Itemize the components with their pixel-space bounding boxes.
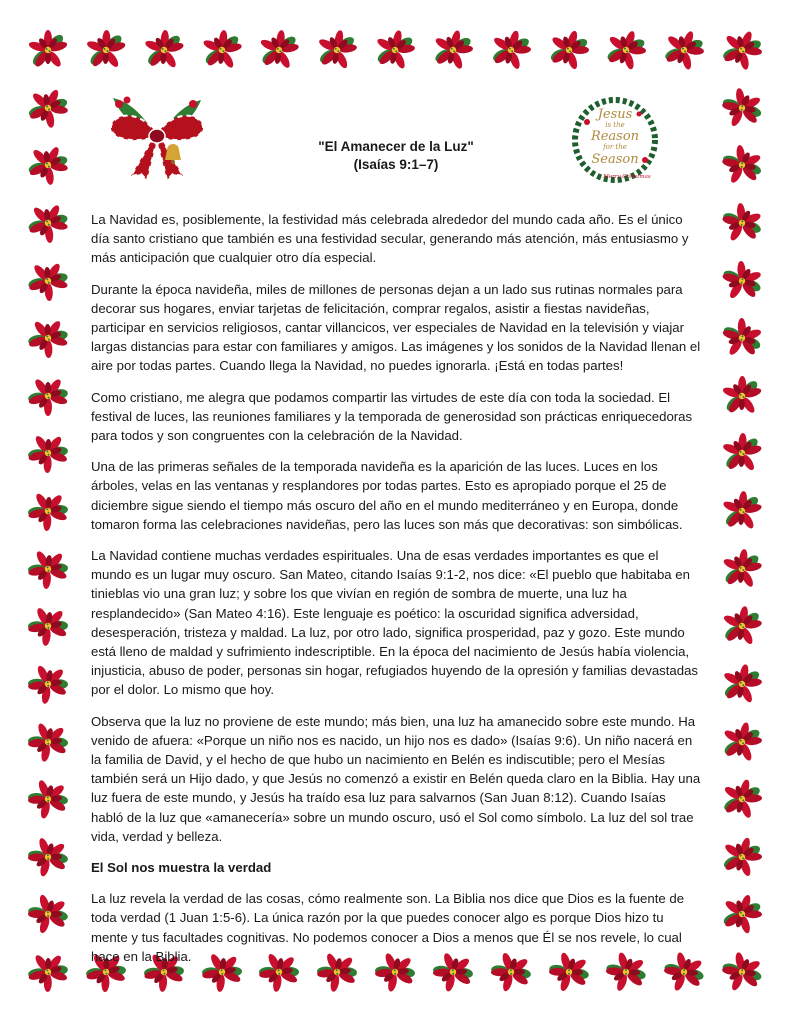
poinsettia-icon (718, 775, 767, 824)
poinsettia-icon (142, 29, 185, 72)
poinsettia-icon (719, 603, 765, 649)
poinsettia-icon (314, 27, 360, 73)
poinsettia-icon (85, 29, 126, 70)
poinsettia-icon (20, 598, 77, 655)
poinsettia-icon (717, 832, 767, 882)
poinsettia-icon (601, 24, 652, 75)
poinsettia-icon (20, 886, 76, 942)
poinsettia-icon (20, 713, 76, 769)
poinsettia-icon (20, 425, 76, 481)
poinsettia-icon (720, 489, 763, 532)
poinsettia-icon (715, 945, 769, 999)
poinsettia-icon (257, 27, 302, 72)
title-block (241, 138, 551, 174)
poinsettia-icon (20, 483, 76, 539)
poinsettia-icon (717, 313, 768, 364)
poinsettia-icon (715, 81, 769, 135)
paragraph-2: Durante la época navideña, miles de millones de personas dejan a un lado sus rutinas normales para decorar sus hogares, enviar tarjetas de felicitación, comprar regalos, asistir a fiestas navideñas, participar en servicios religiosos, cantar villancicos, ver especiales de Navidad en la televisión y viajar largas distancias para estar con familiares y amigos. Las imágenes y los sonidos de la Navidad llenan el aire por todas partes. Cuando llega la Navidad, no puedes ignorarla. ¡Está en todas partes! (91, 281, 701, 374)
paragraph-4: Una de las primeras señales de la temporada navideña es la aparición de las luces. Luces en los árboles, velas en las ventanas y resplandores por todas partes. Esto es apropiado porque el 25 de diciembre sigue siendo el tiempo más oscuro del año en el mundo mediterráneo y en Europa, donde tomaron forma las celebraciones navideñas, pero las luces son más que decorativas: son simbólicas. (91, 459, 683, 532)
poinsettia-icon (720, 546, 765, 591)
poinsettia-icon (371, 26, 418, 73)
poinsettia-icon (21, 138, 75, 192)
paragraph-3: Como cristiano, me alegra que podamos compartir las virtudes de este día con toda la sociedad. El festival de luces, las reuniones familiares y la temporada de generosidad son prácticas enriquecedoras para todos y son congruentes con la celebración de la Navidad. (91, 389, 693, 444)
poinsettia-icon (716, 24, 769, 77)
scripture-reference: (Isaías 9:1–7) (353, 157, 439, 172)
header-row (91, 90, 701, 210)
badge-line1: Jesus (597, 107, 633, 122)
poinsettia-icon (716, 255, 768, 307)
paragraph-1: La Navidad es, posiblemente, la festividad más celebrada alrededor del mundo cada año. Es el único día santo cristiano que también es una festividad secular, generando más atención, más entusiasmo y más anticipación que cualquier otro día especial. (91, 212, 689, 266)
document-body (91, 90, 701, 964)
poinsettia-icon (717, 889, 768, 940)
poinsettia-icon (20, 540, 76, 596)
jesus-reason-season-badge (567, 92, 663, 188)
badge-line5: Season (591, 152, 639, 167)
poinsettia-icon (429, 26, 477, 74)
badge-line4: for the (603, 143, 627, 151)
poinsettia-icon (721, 432, 763, 474)
poinsettia-icon (718, 718, 766, 766)
section-heading: El Sol nos muestra la verdad (91, 860, 272, 876)
paragraph-6: Observa que la luz no proviene de este mundo; más bien, una luz ha amanecido sobre este mundo. Ha venido de afuera: «Porque un niño nos es nacido, un hijo nos es dado» (Isaías 9:6). Un niño nacerá en la familia de David, y el hecho de que hubo un nacimiento en Belén es indiscutible; pero el Mesías también será un Hijo dado, y que Jesús no comenzó a existir en Belén queda claro en la Biblia. Hay una luz fuera de este mundo, y Jesús ha traído esa luz para salvarnos (San Juan 8:12). Cuando Isaías habló de la luz que «amanecería» sobre un mundo oscuro, usó el Sol como símbolo. La luz del sol trae vida, verdad y belleza. (91, 713, 701, 844)
poinsettia-icon (20, 253, 75, 308)
poinsettia-icon (715, 139, 768, 192)
poinsettia-icon (21, 81, 74, 134)
poinsettia-icon (28, 30, 68, 70)
poinsettia-icon (20, 368, 76, 424)
christmas-bow-icon (101, 90, 213, 182)
poinsettia-icon (20, 771, 76, 827)
poinsettia-icon (543, 25, 593, 75)
poinsettia-icon (719, 660, 766, 707)
poinsettia-icon (658, 24, 710, 76)
poinsettia-icon (20, 829, 76, 885)
poinsettia-icon (20, 944, 76, 1000)
poinsettia-icon (20, 310, 76, 366)
poinsettia-icon (20, 656, 77, 713)
page-title: "El Amanecer de la Luz" (318, 139, 474, 154)
poinsettia-icon (716, 197, 768, 249)
poinsettia-icon (486, 25, 535, 74)
paragraph-7: La luz revela la verdad de las cosas, cómo realmente son. La Biblia nos dice que Dios es la fuente de toda verdad (1 Juan 1:5-6). La única razón por la que puedes conocer algo es porque Dios hizo tu mente y tus facultades cognitivas. No podemos conocer a Dios a menos que Él se nos revele, lo cual hace en la Biblia. (91, 891, 685, 964)
badge-footer: Merry Christmas (603, 174, 651, 180)
poinsettia-icon (200, 28, 244, 72)
badge-line3: Reason (590, 129, 640, 144)
badge-line2: is the (605, 121, 625, 129)
poinsettia-icon (21, 196, 76, 251)
paragraph-5: La Navidad contiene muchas verdades espirituales. Una de esas verdades importantes es que el mundo es un lugar muy oscuro. San Mateo, citando Isaías 9:1-2, nos dice: «El pueblo que habitaba en tinieblas vio una gran luz; y sobre los que vivían en región de sombra de muerte, una luz ha resplandecido» (San Mateo 4:16). Este lenguaje es poético: la oscuridad significa adversidad, desesperación, tristeza y maldad. La luz, por otro lado, significa prosperidad, paz y gozo. Este mundo está lleno de maldad y sufrimiento indescriptible. En la época del nacimiento de Jesús había violencia, injusticia, abuso de poder, personas sin hogar, refugiados huyendo de la opresión y familias devastadas por el dolor. Lo mismo que hoy. (91, 548, 699, 698)
poinsettia-icon (722, 375, 763, 416)
